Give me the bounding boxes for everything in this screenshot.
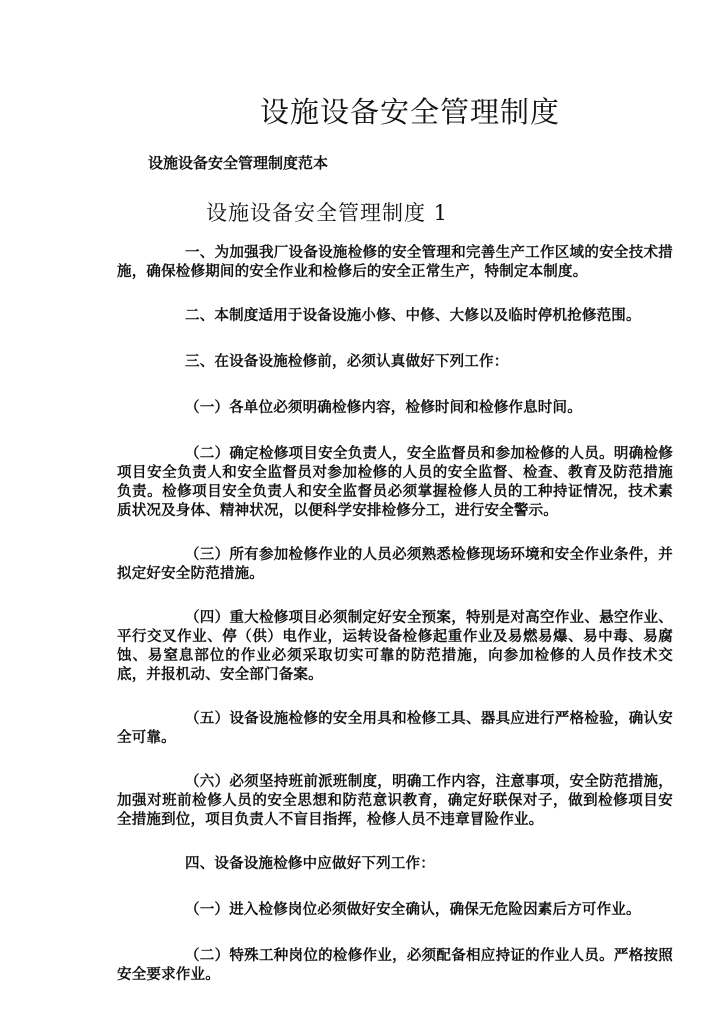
- paragraph-6: （三）所有参加检修作业的人员必须熟悉检修现场环境和安全作业条件，并拟定好安全防范措施。: [117, 546, 673, 582]
- paragraph-9: （六）必须坚持班前派班制度，明确工作内容，注意事项，安全防范措施，加强对班前检修人员的安全思想和防范意识教育，确定好联保对子，做到检修项目安全措施到位，项目负责人不盲目指挥，检修人员不违章冒险作业。: [117, 773, 673, 828]
- paragraph-8: （五）设备设施检修的安全用具和检修工具、器具应进行严格检验，确认安全可靠。: [117, 710, 673, 746]
- paragraph-11: （一）进入检修岗位必须做好安全确认，确保无危险因素后方可作业。: [185, 901, 641, 918]
- paragraph-12: （二）特殊工种岗位的检修作业，必须配备相应持证的作业人员。严格按照安全要求作业。: [117, 947, 673, 983]
- paragraph-1: 一、为加强我厂设备设施检修的安全管理和完善生产工作区域的安全技术措施，确保检修期间的安全作业和检修后的安全正常生产，特制定本制度。: [117, 244, 673, 280]
- paragraph-3: 三、在设备设施检修前，必须认真做好下列工作：: [185, 353, 509, 370]
- paragraph-5: （二）确定检修项目安全负责人，安全监督员和参加检修的人员。明确检修项目安全负责人和安全监督员对参加检修的人员的安全监督、检查、教育及防范措施负责。检修项目安全负责人和安全监督员必须掌握检修人员的工种持证情况，技术素质状况及身体、精神状况，以便科学安排检修分工，进行安全警示。: [117, 445, 673, 519]
- section-title: 设施设备安全管理制度 1: [206, 201, 449, 225]
- page-title: 设施设备安全管理制度: [259, 95, 560, 129]
- paragraph-10: 四、设备设施检修中应做好下列工作：: [185, 855, 435, 872]
- document-subtitle: 设施设备安全管理制度范本: [148, 154, 329, 172]
- document-body: [117, 243, 673, 1009]
- paragraph-2: 二、本制度适用于设备设施小修、中修、大修以及临时停机抢修范围。: [185, 307, 641, 324]
- paragraph-4: （一）各单位必须明确检修内容，检修时间和检修作息时间。: [185, 399, 582, 416]
- paragraph-7: （四）重大检修项目必须制定好安全预案，特别是对高空作业、悬空作业、平行交叉作业、停（供）电作业，运转设备检修起重作业及易燃易爆、易中毒、易腐蚀、易窒息部位的作业必须采取切实可靠的防范措施，向参加检修的人员作技术交底，并报机动、安全部门备案。: [117, 609, 673, 683]
